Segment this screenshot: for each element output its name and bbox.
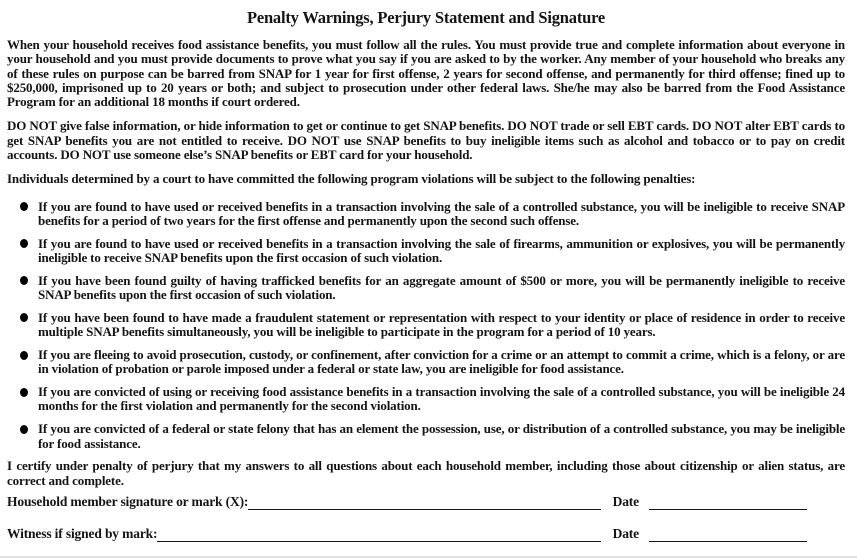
bullet-icon — [20, 351, 28, 360]
witness-signature-label: Witness if signed by mark: — [7, 525, 158, 541]
penalty-item-text: If you are convicted of using or receiving food assistance benefits in a transaction involving the sale of a controlled substance, you will be ineligible 24 months for the first violation and permanently for the second violation. — [38, 384, 845, 414]
bullet-icon — [20, 313, 28, 322]
intro-paragraph: When your household receives food assistance benefits, you must follow all the rules. You must provide true and complete information about everyone in your household and you must provide documents to prove what you say if you are asked to by the worker. Any member of your household who breaks any of these rules on purpose can be barred from SNAP for 1 year for first offense, 2 years for second offense, and permanently for third offense; fined up to $250,000, imprisoned up to 20 years or both; and subject to prosecution under other federal laws. She/he may also be barred from the Food Assistance Program for an additional 18 months if court ordered. — [7, 37, 845, 110]
witness-signature-line[interactable] — [157, 527, 600, 542]
household-signature-row — [7, 494, 807, 510]
bullet-icon — [20, 239, 28, 248]
penalty-item-text: If you have been found to have made a fraudulent statement or representation with respect to your identity or place of residence in order to receive multiple SNAP benefits simultaneously, you will be ineligible to participate in the program for a period of 10 years. — [38, 309, 845, 340]
penalty-item — [7, 200, 845, 229]
witness-date-label: Date — [612, 525, 639, 541]
penalty-item — [7, 237, 845, 266]
penalty-item — [7, 422, 845, 451]
household-signature-label: Household member signature or mark (X): — [7, 493, 249, 509]
household-signature-line[interactable] — [248, 495, 600, 510]
penalty-item — [7, 385, 845, 414]
perjury-certification-paragraph: I certify under penalty of perjury that my answers to all questions about each household member, including those about citizenship or alien status, are correct and complete. — [7, 458, 845, 488]
penalty-item-text: If you are found to have used or received benefits in a transaction involving the sale of firearms, ammunition or explosives, you will be permanently ineligible to receive SNAP benefits upon the first occasion of such violation. — [38, 235, 845, 266]
penalty-bullet-list — [7, 200, 845, 451]
witness-date-line[interactable] — [649, 527, 807, 542]
penalty-item-text: If you have been found guilty of having trafficked benefits for an aggregate amount of $500 or more, you will be permanently ineligible to receive SNAP benefits upon the first occasion of such violation. — [38, 272, 845, 303]
witness-signature-row — [7, 526, 807, 542]
penalty-item — [7, 348, 845, 377]
bullet-icon — [20, 425, 28, 434]
penalty-item-text: If you are convicted of a federal or state felony that has an element the possession, use, or distribution of a controlled substance, you may be ineligible for food assistance. — [38, 421, 845, 451]
penalty-item — [7, 311, 845, 340]
bullet-icon — [20, 276, 28, 285]
violations-lead-paragraph: Individuals determined by a court to have committed the following program violations will be subject to the following penalties: — [7, 171, 696, 187]
household-date-line[interactable] — [649, 495, 807, 510]
household-date-label: Date — [612, 493, 639, 509]
page-title: Penalty Warnings, Perjury Statement and Signature — [246, 8, 606, 27]
penalty-item — [7, 274, 845, 303]
do-not-paragraph: DO NOT give false information, or hide information to get or continue to get SNAP benefits. DO NOT trade or sell EBT cards. DO NOT alter EBT cards to get SNAP benefits you are not entitled to receive. DO NOT use SNAP benefits to buy ineligible items such as alcohol and tobacco or to pay on credit accounts. DO NOT use someone else’s SNAP benefits or EBT card for your household. — [7, 118, 845, 163]
bullet-icon — [20, 388, 28, 397]
bullet-icon — [20, 202, 28, 211]
penalty-item-text: If you are fleeing to avoid prosecution, custody, or confinement, after conviction for a crime or an attempt to commit a crime, which is a felony, or are in violation of probation or parole imposed under a federal or state law, you are ineligible for food assistance. — [38, 347, 845, 377]
penalty-item-text: If you are found to have used or received benefits in a transaction involving the sale of a controlled substance, you will be ineligible to receive SNAP benefits for a period of two years for the first offense and permanently upon the second such offense. — [38, 198, 845, 228]
